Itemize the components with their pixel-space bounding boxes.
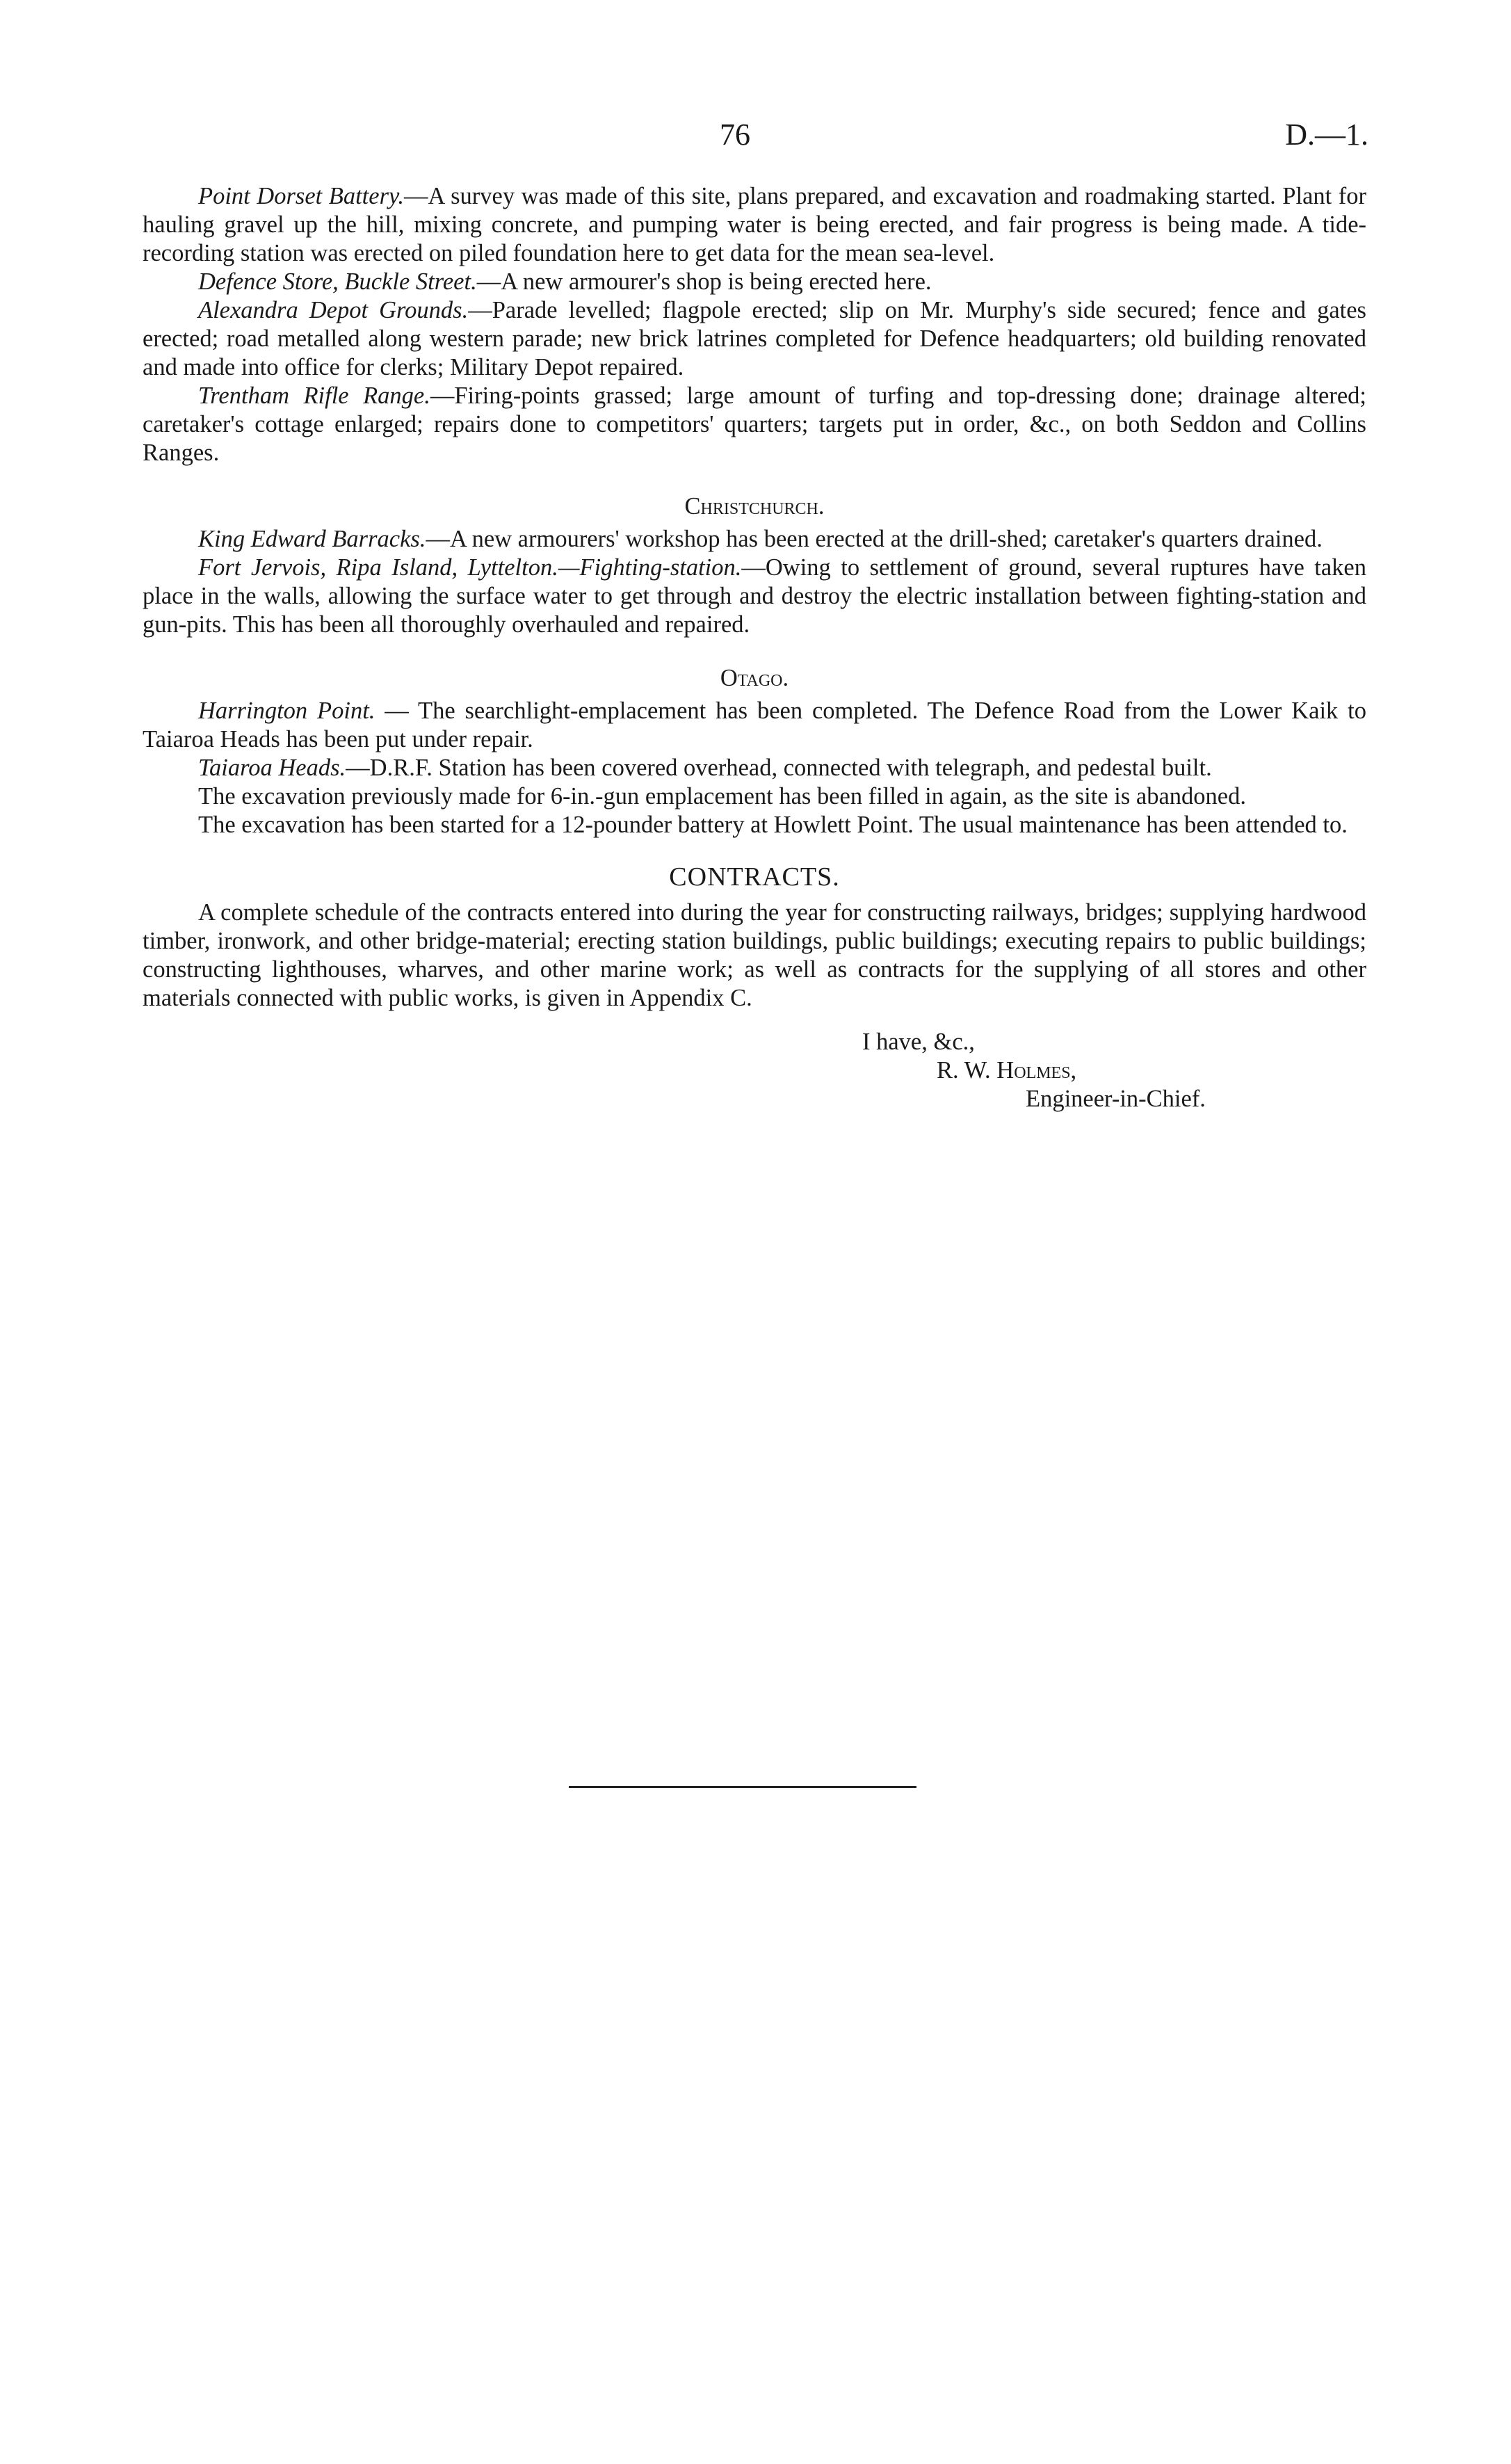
end-rule [569, 1786, 916, 1788]
signature-title: Engineer-in-Chief. [1026, 1086, 1206, 1112]
paragraph-text: The excavation has been started for a 12-pounder battery at Howlett Point. The usual maintenance has been attended to. [198, 812, 1348, 838]
signature-name [937, 1056, 1511, 1085]
paragraph-king-edward-barracks [143, 525, 1366, 554]
paragraph-lead: King Edward Barracks. [198, 526, 426, 552]
section-heading-christchurch: Christchurch. [684, 493, 825, 520]
paragraph-text: — The searchlight-emplacement has been completed. The Defence Road from the Lower Kaik to Taiaroa Heads has been put under repair. [143, 698, 1366, 752]
page-number: 76 [720, 118, 750, 152]
paragraph-contracts: A complete schedule of the contracts entered into during the year for constructing railways, bridges; supplying hardwood timber, ironwork, and other bridge-material; erecting station buildings, public buildings; executing repairs to public buildings; constructing lighthouses, wharves, and other marine work; as well as contracts for the supplying of all stores and other materials connected with public works, is given in Appendix C. [143, 899, 1366, 1011]
section-heading-otago: Otago. [720, 665, 789, 691]
paragraph-taiaroa-heads [143, 754, 1366, 782]
signature-initials: R. W. [937, 1057, 991, 1084]
paragraph-howlett-point [143, 811, 1366, 839]
paragraph-lead: Alexandra Depot Grounds. [198, 297, 469, 323]
paragraph-point-dorset [143, 182, 1366, 268]
paragraph-lead: Defence Store, Buckle Street. [198, 268, 477, 295]
paragraph-excavation-abandoned [143, 782, 1366, 811]
paragraph-text: —A new armourer's shop is being erected here. [476, 268, 932, 295]
paragraph-lead: Trentham Rifle Range. [198, 383, 430, 409]
paragraph-text: —D.R.F. Station has been covered overhead, connected with telegraph, and pedestal built. [346, 755, 1212, 781]
paragraph-text: —Parade levelled; flagpole erected; slip on Mr. Murphy's side secured; fence and gates erected; road metalled along western parade; new brick latrines completed for Defence headquarters; old building renovated and made into office for clerks; Military Depot repaired. [143, 297, 1366, 380]
paragraph-harrington-point [143, 697, 1366, 754]
signature-surname: Holmes, [996, 1057, 1077, 1084]
paragraph-defence-store [143, 268, 1366, 296]
paragraph-alexandra-depot [143, 296, 1366, 382]
signature-salutation: I have, &c., [862, 1029, 975, 1055]
signature-block [143, 1028, 1366, 1113]
paragraph-fort-jervois [143, 554, 1366, 639]
document-code: D.—1. [1285, 118, 1368, 152]
paragraph-text: —Owing to settlement of ground, several ruptures have taken place in the walls, allowing the surface water to get through and destroy the electric installation between fighting-station and gun-pits. This has been all thoroughly overhauled and repaired. [143, 554, 1366, 638]
paragraph-lead: Point Dorset Battery. [198, 183, 405, 209]
section-heading-contracts: CONTRACTS. [669, 862, 840, 892]
paragraph-text: —Firing-points grassed; large amount of turfing and top-dressing done; drainage altered; caretaker's cottage enlarged; repairs done to competitors' quarters; targets put in order, &c., on both Seddon and Collins Ranges. [143, 383, 1366, 466]
paragraph-text: The excavation previously made for 6-in.-gun emplacement has been filled in again, as the site is abandoned. [198, 783, 1246, 810]
page-body [143, 182, 1366, 1113]
paragraph-trentham-range [143, 382, 1366, 467]
paragraph-lead: Fort Jervois, Ripa Island, Lyttelton.—Fighting-station. [198, 554, 742, 581]
paragraph-text: —A survey was made of this site, plans prepared, and excavation and roadmaking started. Plant for hauling gravel up the hill, mixing concrete, and pumping water is being erected, and fair progress is being made. A tide-recording station was erected on piled foundation here to get data for the mean sea-level. [143, 183, 1366, 266]
paragraph-lead: Taiaroa Heads. [198, 755, 346, 781]
paragraph-text: —A new armourers' workshop has been erected at the drill-shed; caretaker's quarters drained. [426, 526, 1323, 552]
paragraph-lead: Harrington Point. [198, 698, 375, 724]
